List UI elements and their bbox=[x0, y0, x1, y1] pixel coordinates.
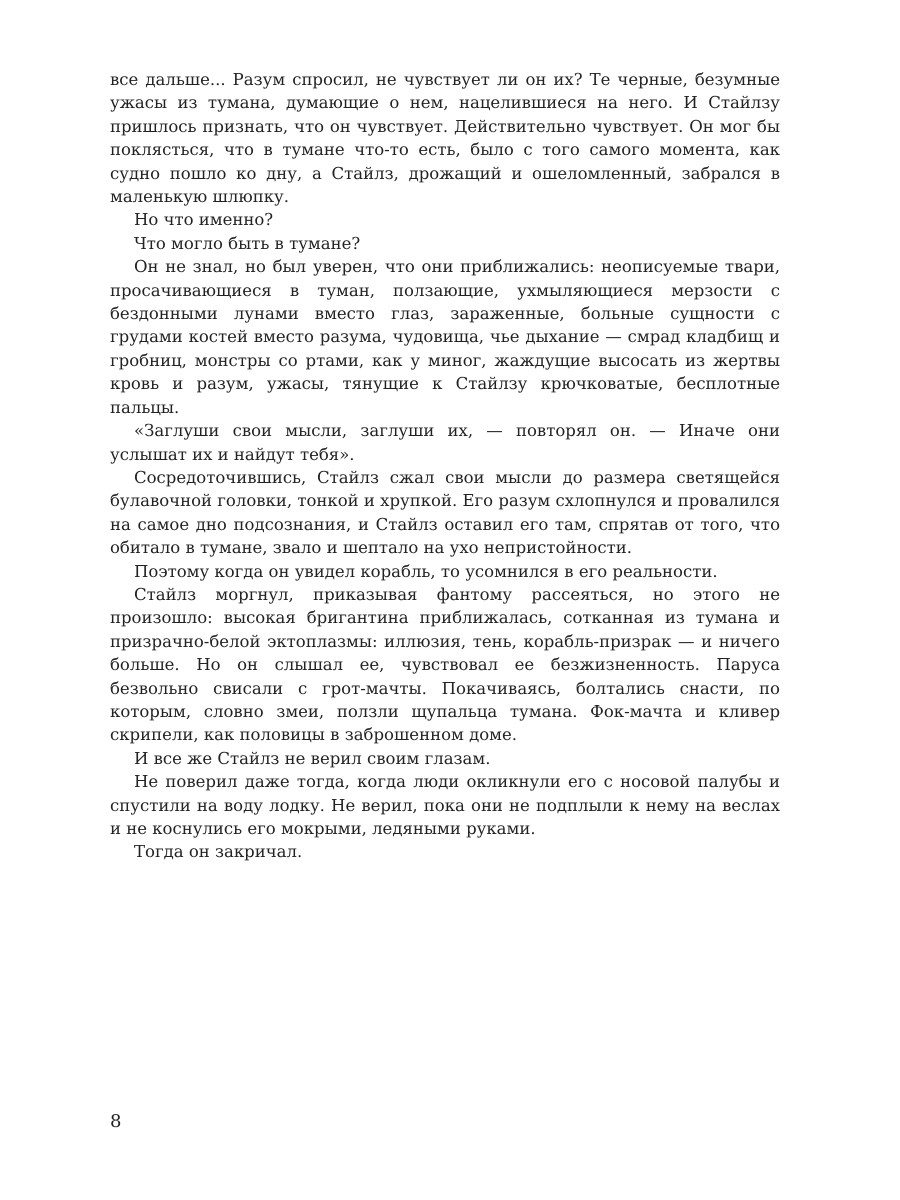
paragraph: Не поверил даже тогда, когда люди окликнули его с носовой палубы и спустили на воду лодку. Не верил, пока они не подплыли к нему на веслах и не коснулись его мокрыми, ледяными руками. bbox=[110, 772, 780, 838]
paragraph-continuation: все дальше... Разум спросил, не чувствует ли он их? Те черные, безумные ужасы из тумана, думающие о нем, нацелившиеся на него. И Стайлзу пришлось признать, что он чувствует. Действительно чувствует. Он мог бы поклясться, что в тумане что-то есть, было с того самого момента, как судно пошло ко дну, а Стайлз, дрожащий и ошеломленный, забрался в маленькую шлюпку. bbox=[110, 70, 780, 207]
paragraph: Он не знал, но был уверен, что они приближались: неописуемые твари, просачивающиеся в туман, ползающие, ухмыляющиеся мерзости с бездонными лунами вместо глаз, зараженные, больные сущности с грудами костей вместо разума, чудовища, чье дыхание — смрад кладбищ и гробниц, монстры со ртами, как у миног, жаждущие высосать из жертвы кровь и разум, ужасы, тянущие к Стайлзу крючковатые, бесплотные пальцы. bbox=[110, 257, 780, 417]
paragraph: Стайлз моргнул, приказывая фантому рассеяться, но этого не произошло: высокая бригантина приближалась, сотканная из тумана и призрачно-белой эктоплазмы: иллюзия, тень, корабль-призрак — и ничего больше. Но он слышал ее, чувствовал ее безжизненность. Паруса безвольно свисали с грот-мачты. Покачиваясь, болтались снасти, по которым, словно змеи, ползли щупальца тумана. Фок-мачта и кливер скрипели, как половицы в заброшенном доме. bbox=[110, 584, 780, 745]
paragraph: Сосредоточившись, Стайлз сжал свои мысли до размера светящейся булавочной головки, тонкой и хрупкой. Его разум схлопнулся и провалился на самое дно подсознания, и Стайлз оставил его там, спрятав от того, что обитало в тумане, звало и шептало на ухо непристойности. bbox=[110, 467, 781, 558]
paragraph: И все же Стайлз не верил своим глазам. bbox=[134, 748, 491, 768]
paragraph: «Заглуши свои мысли, заглуши их, — повторял он. — Иначе они услышат их и найдут тебя». bbox=[110, 421, 780, 464]
paragraph: Тогда он закричал. bbox=[134, 842, 303, 862]
book-page-text bbox=[110, 68, 780, 864]
paragraph: Но что именно? bbox=[134, 210, 274, 230]
paragraph: Что могло быть в тумане? bbox=[134, 233, 361, 253]
page-number: 8 bbox=[110, 1111, 122, 1132]
paragraph: Поэтому когда он увидел корабль, то усомнился в его реальности. bbox=[134, 561, 718, 581]
